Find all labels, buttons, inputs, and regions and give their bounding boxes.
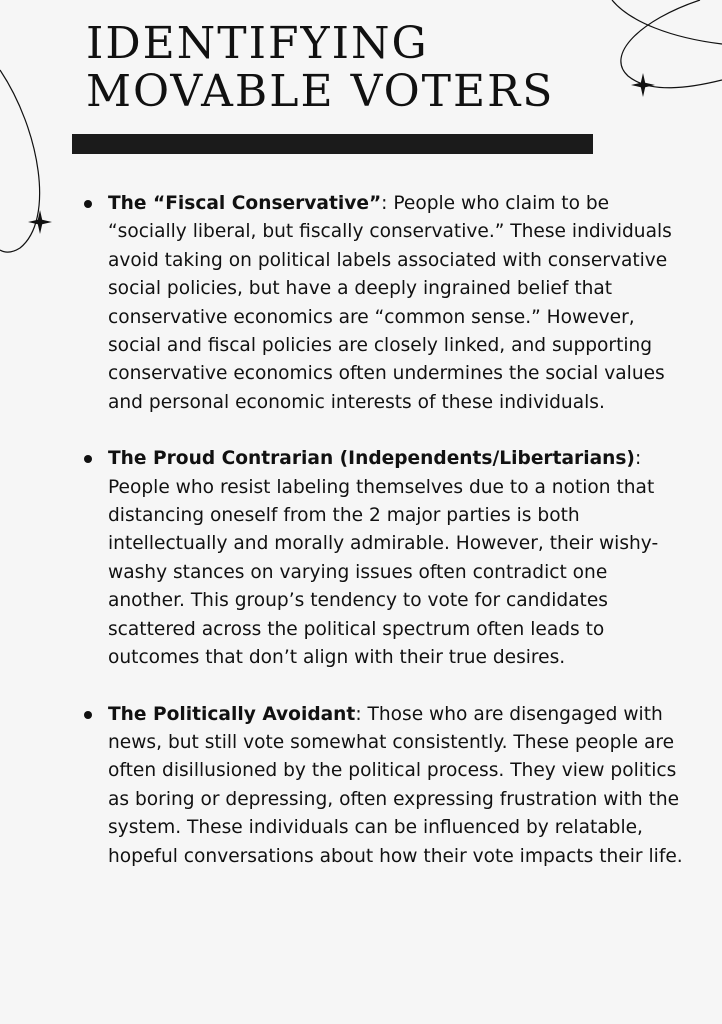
title-divider-bar xyxy=(72,134,593,154)
sparkle-left-icon xyxy=(28,210,52,234)
item-term: The Politically Avoidant xyxy=(108,703,356,725)
left-orbit-line xyxy=(0,70,40,252)
item-description: : People who claim to be “socially liberal, but fiscally conservative.” These individuals avoid taking on political labels associated with conservative social policies, but have a deeply ingrained belief that conservative economics are “common sense.” However, social and fiscal policies are closely linked, and supporting conservative economics often undermines the social values and personal economic interests of these individuals. xyxy=(108,193,672,413)
voter-type-list xyxy=(84,190,684,899)
bullet-icon xyxy=(84,455,92,463)
item-description: : People who resist labeling themselves due to a notion that distancing oneself from the 2 major parties is both intellectually and morally admirable. However, their wishy-washy stances on varying issues often contradict one another. This group’s tendency to vote for candidates scattered across the political spectrum often leads to outcomes that don’t align with their true desires. xyxy=(108,448,659,669)
list-item-politically-avoidant xyxy=(84,701,684,871)
item-term: The “Fiscal Conservative” xyxy=(108,193,382,214)
item-description: : Those who are disengaged with news, but still vote somewhat consistently. These people are often disillusioned by the political process. They view politics as boring or depressing, often expressing frustration with the system. These individuals can be influenced by relatable, hopeful conversations about how their vote impacts their life. xyxy=(108,703,683,867)
bullet-icon xyxy=(84,200,92,208)
top-right-orbit-line xyxy=(612,0,722,44)
bullet-icon xyxy=(84,711,92,719)
title-line-1: IDENTIFYING xyxy=(86,18,429,69)
page-title xyxy=(86,20,554,116)
item-term: The Proud Contrarian (Independents/Libertarians) xyxy=(108,448,635,470)
list-item-fiscal-conservative xyxy=(84,190,684,417)
sparkle-right-icon xyxy=(631,73,655,97)
list-item-proud-contrarian xyxy=(84,445,684,672)
title-line-2: MOVABLE VOTERS xyxy=(86,66,555,117)
top-right-swirl-line xyxy=(621,0,722,88)
